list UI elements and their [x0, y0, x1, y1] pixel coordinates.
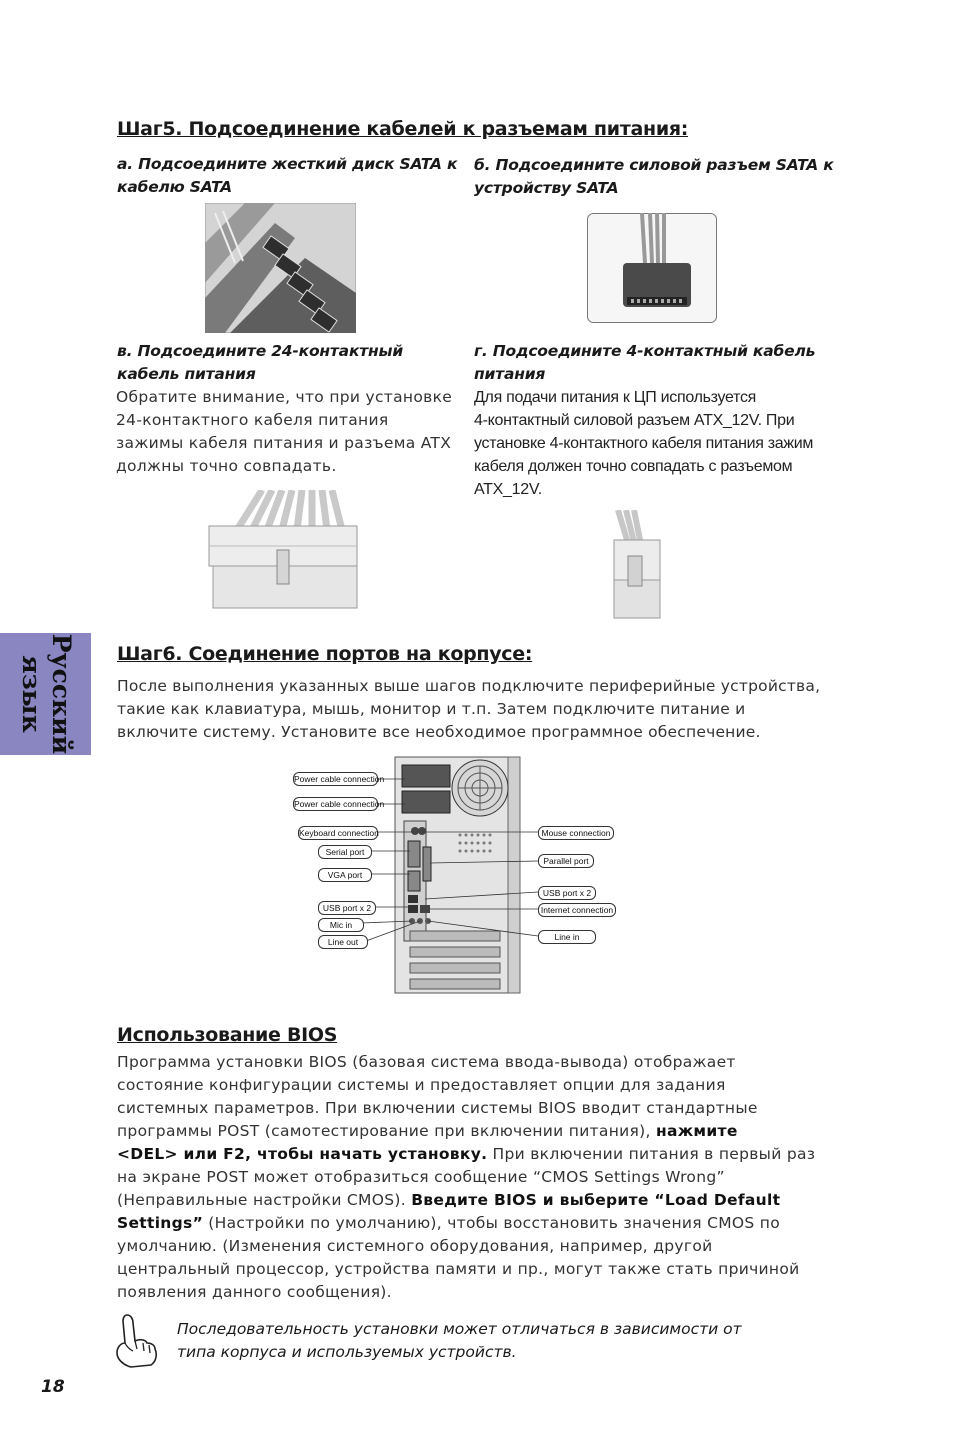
- callout-usb-left: USB port x 2: [318, 901, 376, 915]
- side-tab-line: язык: [17, 655, 46, 733]
- caption-line: г. Подсоедините 4-контактный кабель: [474, 342, 816, 360]
- body-line: кабеля должен точно совпадать с разъемом: [474, 458, 793, 475]
- caption-line: а. Подсоедините жесткий диск SATA к: [117, 155, 458, 173]
- bios-body: [117, 1051, 815, 1304]
- bios-line: [117, 1212, 815, 1235]
- bios-text: (Неправильные настройки CMOS).: [117, 1191, 412, 1209]
- bios-line: [117, 1189, 815, 1212]
- caption-line: кабель питания: [117, 365, 256, 383]
- bios-text: При включении питания в первый раз: [487, 1145, 816, 1163]
- callout-serial-port: Serial port: [318, 845, 372, 859]
- bios-line: [117, 1120, 815, 1143]
- bios-line: центральный процессор, устройства памяти и пр., могут также стать причиной: [117, 1260, 800, 1278]
- body-line: включите систему. Установите все необходимое программное обеспечение.: [117, 723, 761, 741]
- bios-line: появления данного сообщения).: [117, 1283, 392, 1301]
- callout-internet: Internet connection: [538, 903, 616, 917]
- caption-line: кабелю SATA: [117, 178, 232, 196]
- step5-d-body: [474, 386, 813, 501]
- caption-line: б. Подсоедините силовой разъем SATA к: [474, 156, 834, 174]
- page-number: 18: [41, 1377, 65, 1397]
- caption-line: в. Подсоедините 24-контактный: [117, 342, 404, 360]
- body-line: После выполнения указанных выше шагов подключите периферийные устройства,: [117, 677, 821, 695]
- step5-title: Шаг5. Подсоединение кабелей к разъемам питания:: [117, 118, 689, 140]
- step5-d-caption: [474, 340, 815, 386]
- step6-body: [117, 675, 820, 744]
- note-text: [177, 1318, 742, 1364]
- sata-power-connector-photo: [587, 213, 717, 323]
- body-line: Обратите внимание, что при установке: [116, 388, 453, 406]
- step6-title: Шаг6. Соединение портов на корпусе:: [117, 643, 533, 665]
- bios-line: состояние конфигурации системы и предоставляет опции для задания: [117, 1076, 726, 1094]
- bios-emphasis: Введите BIOS и выберите “Load Default: [411, 1191, 781, 1209]
- body-line: 24-контактного кабеля питания: [116, 411, 389, 429]
- note-line: типа корпуса и используемых устройств.: [177, 1343, 517, 1361]
- callout-parallel-port: Parallel port: [538, 854, 594, 868]
- side-tab-line: Русский: [47, 633, 76, 755]
- step5-a-caption: [117, 153, 457, 199]
- callout-usb-right: USB port x 2: [538, 886, 596, 900]
- callout-keyboard: Keyboard connection: [299, 828, 379, 838]
- bios-emphasis: <DEL> или F2, чтобы начать установку.: [117, 1145, 488, 1163]
- atx-12v-connector-photo: [608, 510, 664, 620]
- pointing-hand-icon: [113, 1313, 159, 1369]
- bios-line: Программа установки BIOS (базовая система ввода-вывода) отображает: [117, 1053, 736, 1071]
- body-line: ATX_12V.: [474, 481, 542, 498]
- callout-mouse: Mouse connection: [538, 826, 614, 840]
- bios-line: системных параметров. При включении системы BIOS вводит стандартные: [117, 1099, 758, 1117]
- side-tab-label: [16, 634, 76, 754]
- callout-line-out: Line out: [318, 935, 368, 949]
- bios-emphasis: нажмите: [655, 1122, 738, 1140]
- caption-line: устройству SATA: [474, 179, 619, 197]
- sata-hdd-photo: [205, 203, 356, 333]
- body-line: должны точно совпадать.: [116, 457, 337, 475]
- bios-line: [117, 1143, 815, 1166]
- language-side-tab: [0, 633, 91, 755]
- callout-mic-in: Mic in: [318, 918, 364, 932]
- callout-vga-port: VGA port: [318, 868, 372, 882]
- caption-line: питания: [474, 365, 546, 383]
- bios-line: на экране POST может отобразиться сообщение “CMOS Settings Wrong”: [117, 1168, 725, 1186]
- body-line: Для подачи питания к ЦП используется: [474, 389, 757, 406]
- bios-line: умолчанию. (Изменения системного оборудования, например, другой: [117, 1237, 713, 1255]
- atx-24pin-connector-photo: [207, 490, 359, 610]
- bios-emphasis: Settings”: [117, 1214, 204, 1232]
- callout-line-in: Line in: [538, 930, 596, 944]
- body-line: установке 4-контактного кабеля питания зажим: [474, 435, 814, 452]
- body-line: 4-контактный силовой разъем ATX_12V. При: [474, 412, 795, 429]
- bios-title: Использование BIOS: [117, 1024, 338, 1046]
- bios-text: (Настройки по умолчанию), чтобы восстановить значения CMOS по: [203, 1214, 781, 1232]
- step5-c-caption: [117, 340, 403, 386]
- bios-text: программы POST (самотестирование при включении питания),: [117, 1122, 656, 1140]
- note-line: Последовательность установки может отличаться в зависимости от: [177, 1320, 742, 1338]
- step5-c-body: [116, 386, 452, 478]
- callout-power-cable-1: Power cable connection: [294, 774, 385, 784]
- callout-power-cable-2: Power cable connection: [294, 799, 385, 809]
- step5-b-caption: [474, 154, 834, 200]
- body-line: такие как клавиатура, мышь, монитор и т.п. Затем подключите питание и: [117, 700, 746, 718]
- body-line: зажимы кабеля питания и разъема ATX: [116, 434, 452, 452]
